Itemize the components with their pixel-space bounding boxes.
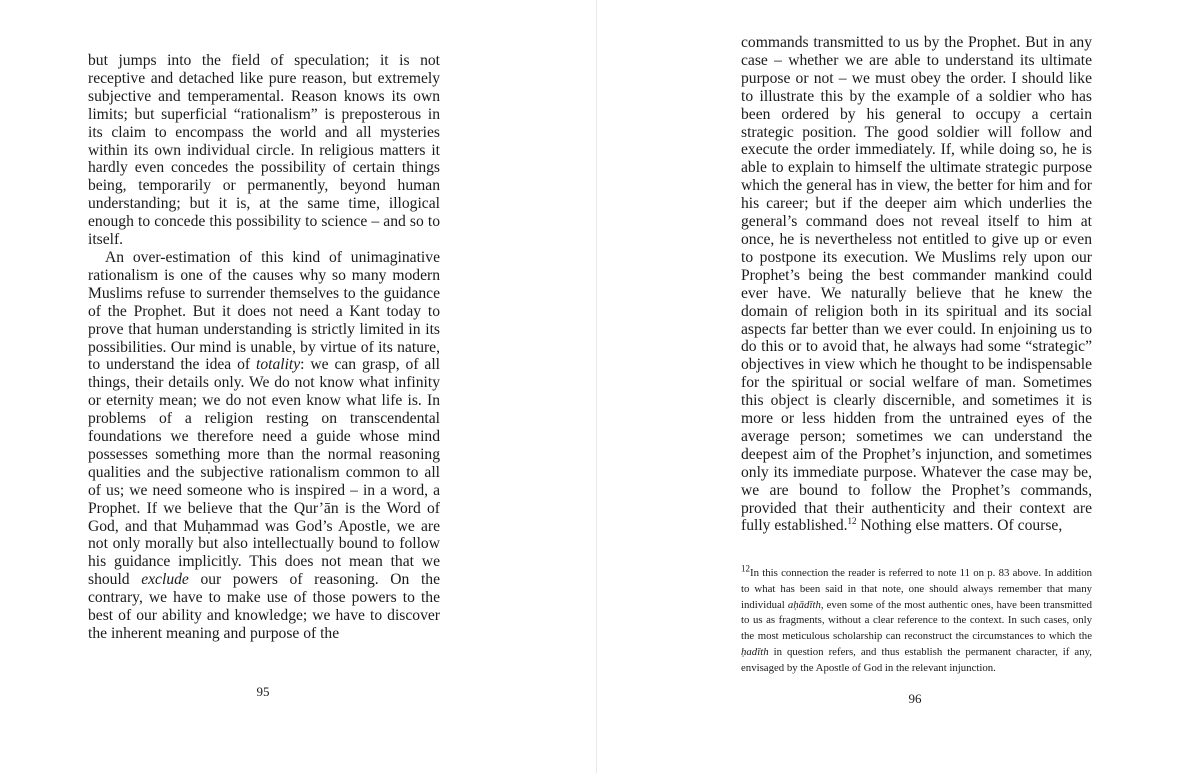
emphasis-totality: totality: [255, 356, 301, 374]
right-page-number: 96: [908, 691, 922, 706]
left-page-number: 95: [256, 684, 270, 699]
left-paragraph-2-text-1: An over-estimation of this kind of unimaginative rationalism is one of the causes why so many modern Muslims refuse to surrender themselves to the guidance of the Prophet. But it does not need a Kant today to prove that human understanding is strictly limited in its possibilities. Our mind is unable, by virtue of its nature, to understand the idea of: [88, 248, 440, 374]
emphasis-ahadith: aḥādīth: [787, 598, 821, 611]
footnote-text-3: in question refers, and thus establish the permanent character, if any, envisaged by the Apostle of God in the relevant injunction.: [741, 645, 1092, 674]
right-paragraph-1: [741, 34, 1092, 535]
book-gutter: [596, 0, 597, 773]
right-page: [600, 0, 1200, 773]
footnote-text-2: , even some of the most authentic ones, have been transmitted to us as fragments, without a clear reference to the context. In such cases, only the most meticulous scholarship can reconstruct the circumstances to which the: [741, 598, 1092, 643]
left-paragraph-1: but jumps into the field of speculation; it is not receptive and detached like pure reason, but extremely subjective and temperamental. Reason knows its own limits; but superficial “rationalism” is preposterous in its claim to encompass the world and all mysteries within its own individual circle. In religious matters it hardly even concedes the possibility of certain things being, temporarily or permanently, beyond human understanding; but it is, at the same time, illogical enough to concede this possibility to science – and so to itself.: [88, 52, 440, 249]
right-page-body: [741, 34, 1092, 535]
footnote-reference: 12: [847, 516, 857, 527]
emphasis-hadith: ḥadīth: [741, 645, 769, 658]
left-paragraph-2-text-2: : we can grasp, of all things, their details only. We do not know what infinity or eternity mean; we do not even know what life is. In problems of a religion resting on transcendental foundations we therefore need a guide whose mind possesses something more than the normal reasoning qualities and the subjective rationalism common to all of us; we need someone who is inspired – in a word, a Prophet. If we believe that the Qur’ān is the Word of God, and that Muḥammad was God’s Apostle, we are not only morally but also intellectually bound to follow his guidance implicitly. This does not mean that we should: [88, 356, 440, 589]
footnote-text-1: In this connection the reader is referred to note 11 on p. 83 above. In addition to what has been said in that note, one should always remember that many individual: [741, 567, 1092, 611]
left-page-body: [88, 52, 440, 643]
right-paragraph-1-text-2: Nothing else matters. Of course,: [856, 517, 1063, 535]
left-paragraph-2-text-3: our powers of reasoning. On the contrary, we have to make use of those powers to the best of our ability and knowledge; we have to discover the inherent meaning and purpose of the: [88, 571, 440, 642]
left-paragraph-2: [88, 249, 440, 643]
footnote-12: [741, 563, 1092, 677]
footnote-marker: 12: [741, 563, 750, 574]
right-paragraph-1-text-1: commands transmitted to us by the Prophet. But in any case – whether we are able to understand its ultimate purpose or not – we must obey the order. I should like to illustrate this by the example of a soldier who has been ordered by his general to occupy a certain strategic position. The good soldier will follow and execute the order immediately. If, while doing so, he is able to explain to himself the ultimate strategic purpose which the general has in view, the better for him and for his career; but if the deeper aim which underlies the general’s command does not reveal itself to him at once, he is nevertheless not entitled to give up or even to postpone its execution. We Muslims rely upon our Prophet’s being the best commander mankind could ever have. We naturally believe that he knew the domain of religion both in its spiritual and its social aspects far better than we ever could. In enjoining us to do this or to avoid that, he always had some “strategic” objectives in view which he thought to be indispensable for the spiritual or social welfare of man. Sometimes this object is clearly discernible, and sometimes it is more or less hidden from the untrained eyes of the average person; sometimes we can understand the deepest aim of the Prophet’s injunction, and sometimes only its immediate purpose. Whatever the case may be, we are bound to follow the Prophet’s commands, provided that their authenticity and their context are fully established.: [741, 34, 1092, 535]
emphasis-exclude: exclude: [141, 571, 189, 589]
